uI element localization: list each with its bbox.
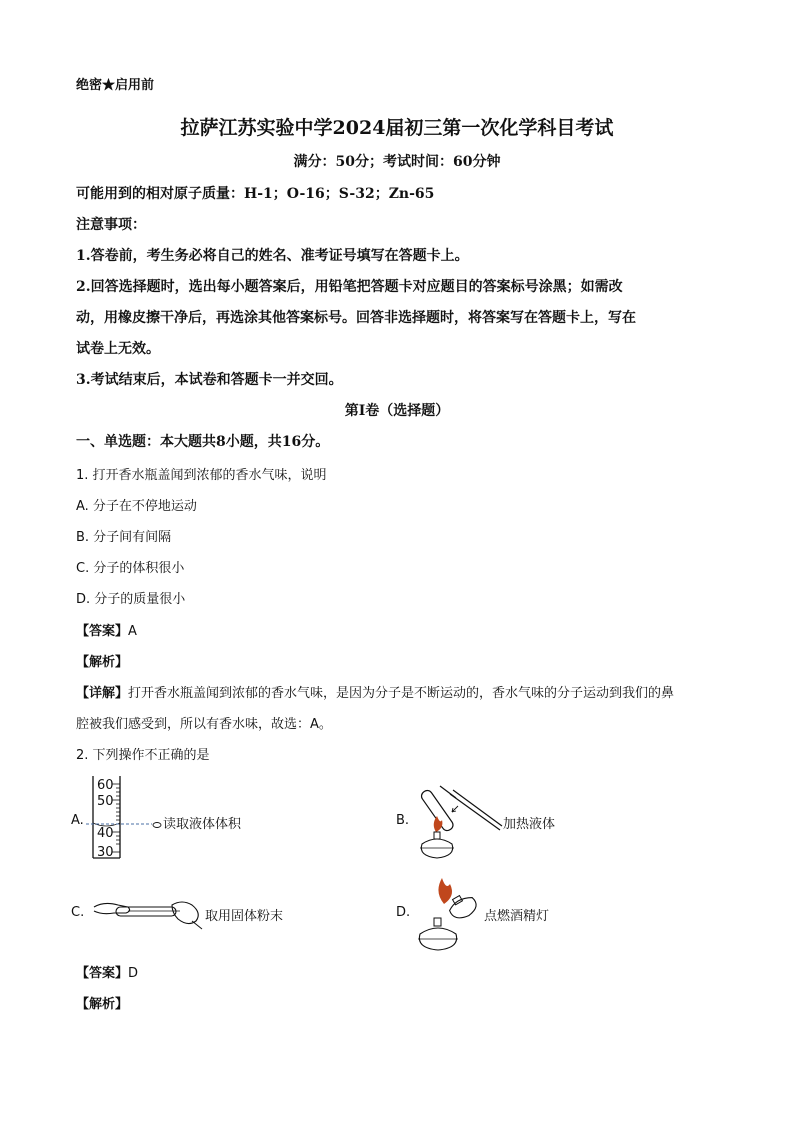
q2-stem: 2. 下列操作不正确的是 [76,748,210,763]
q2-analysis [76,993,128,1012]
eye-icon [153,823,161,828]
q1-option-c: C. 分子的体积很小 [76,561,185,576]
note-2-line-2: 动，用橡皮擦干净后，再选涂其他答案标号。回答非选择题时，将答案写在答题卡上，写在 [76,310,636,326]
q1-answer [76,620,137,639]
detail-text: 打开香水瓶盖闻到浓郁的香水气味，是因为分子是不断运动的，香水气味的分子运动到我们的鼻 [128,686,675,701]
analysis-tag: 【解析】 [76,997,129,1012]
cylinder-tick-40: 40 [97,826,114,841]
heating-liquid-figure [412,776,502,866]
answer-tag: 【答案】 [76,966,129,981]
q2-option-a-caption: 读取液体体积 [163,817,242,832]
note-2-line-1: 2.回答选择题时，选出每小题答案后，用铅笔把答题卡对应题目的答案标号涂黑；如需改 [76,279,623,295]
q2-option-c-caption: 取用固体粉末 [205,909,284,924]
q2-option-d-label: D. [396,905,411,920]
confidential-mark: 绝密★启用前 [76,78,155,93]
q2-answer [76,962,138,981]
q2-option-b-label: B. [396,813,410,828]
cylinder-tick-60: 60 [97,778,114,793]
answer-tag: 【答案】 [76,624,129,639]
exam-subtitle: 满分：50分；考试时间：60分钟 [293,154,501,170]
q1-option-a: A. 分子在不停地运动 [76,499,197,514]
note-2-line-3: 试卷上无效。 [76,341,160,357]
volume-heading: 第I卷（选择题） [344,403,450,419]
answer-value: D [128,966,139,981]
q2-option-c-label: C. [71,905,85,920]
q2-option-b-caption: 加热液体 [503,817,556,832]
detail-tag: 【详解】 [76,686,129,701]
notes-heading: 注意事项： [76,217,146,233]
atomic-mass-line: 可能用到的相对原子质量：H-1；O-16；S-32；Zn-65 [76,186,435,202]
flame-icon [438,878,452,904]
q1-detail-line-2: 腔被我们感受到，所以有香水味，故选：A。 [76,717,332,732]
flame-icon [434,816,443,832]
cylinder-tick-30: 30 [97,845,114,860]
q2-option-a-label: A. [71,813,84,828]
q2-option-d-caption: 点燃酒精灯 [484,909,550,924]
part-heading: 一、单选题：本大题共8小题，共16分。 [76,434,330,450]
lighting-lamp-figure [414,874,490,956]
answer-value: A [128,624,137,639]
q1-stem: 1. 打开香水瓶盖闻到浓郁的香水气味，说明 [76,468,327,483]
q1-detail-line-1 [76,682,674,701]
q1-option-b: B. 分子间有间隔 [76,530,172,545]
analysis-tag: 【解析】 [76,655,129,670]
exam-title: 拉萨江苏实验中学2024届初三第一次化学科目考试 [180,117,614,139]
cylinder-tick-50: 50 [97,794,114,809]
note-1: 1.答卷前，考生务必将自己的姓名、准考证号填写在答题卡上。 [76,248,469,264]
solid-powder-figure [88,893,204,931]
q1-option-d: D. 分子的质量很小 [76,592,186,607]
note-3: 3.考试结束后，本试卷和答题卡一并交回。 [76,372,343,388]
q1-analysis [76,651,128,670]
